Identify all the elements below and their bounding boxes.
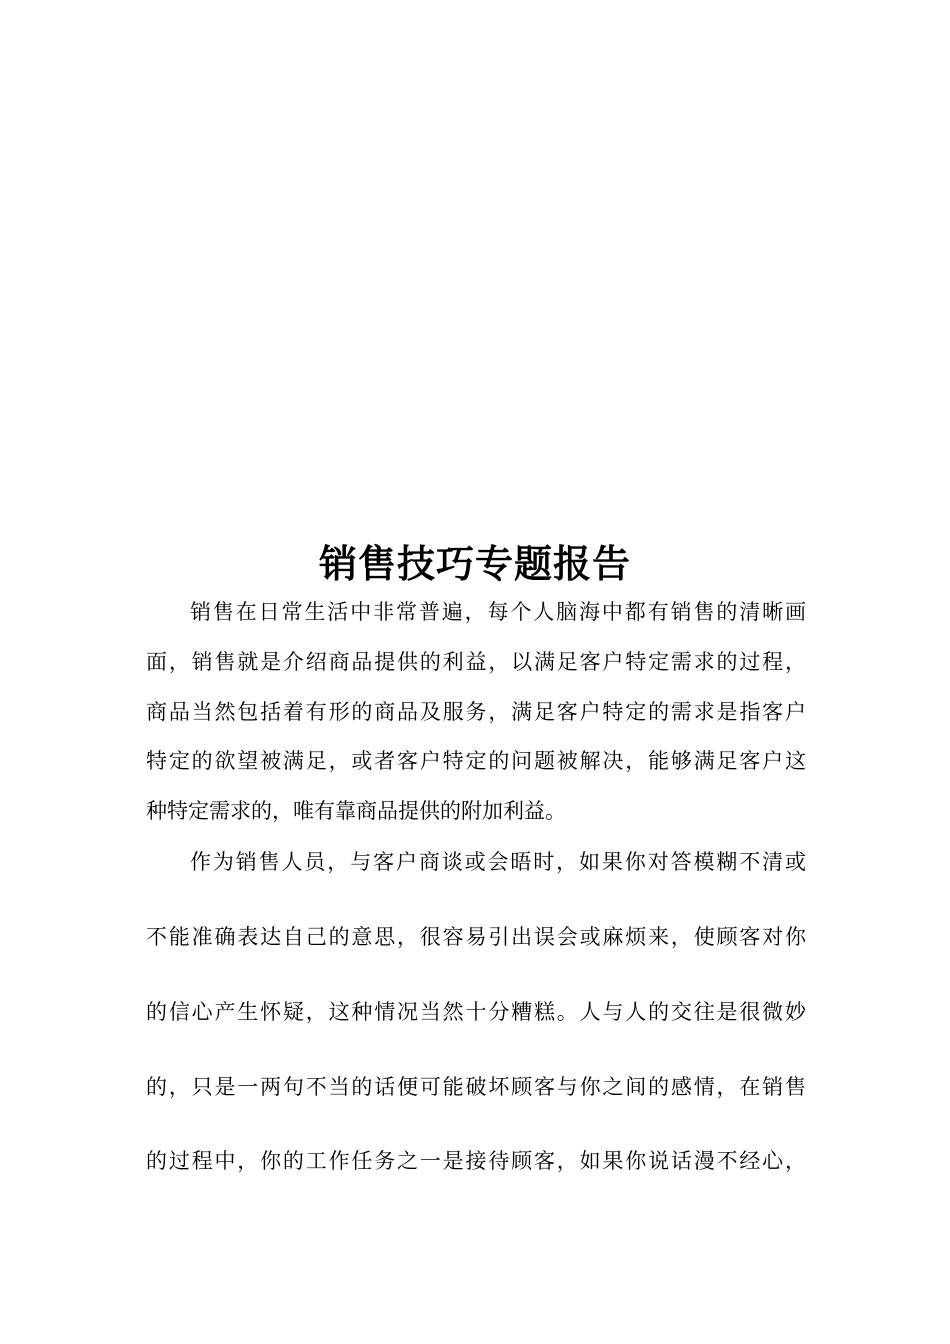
paragraph-1-line-3: 商品当然包括着有形的商品及服务，满足客户特定的需求是指客户 — [146, 700, 806, 724]
document-title: 销售技巧专题报告 — [318, 542, 631, 586]
paragraph-1-line-5: 种特定需求的，唯有靠商品提供的附加利益。 — [146, 799, 566, 823]
paragraph-2-line-1: 作为销售人员，与客户商谈或会晤时，如果你对答模糊不清或 — [190, 850, 806, 874]
paragraph-1-line-1: 销售在日常生活中非常普遍，每个人脑海中都有销售的清晰画 — [190, 600, 806, 624]
paragraph-1-line-2: 面，销售就是介绍商品提供的利益，以满足客户特定需求的过程， — [146, 650, 806, 674]
paragraph-2-line-4: 的，只是一两句不当的话便可能破坏顾客与你之间的感情，在销售 — [146, 1075, 806, 1099]
paragraph-2-line-5: 的过程中，你的工作任务之一是接待顾客，如果你说话漫不经心， — [146, 1149, 806, 1173]
paragraph-2-line-3: 的信心产生怀疑，这种情况当然十分糟糕。人与人的交往是很微妙 — [146, 1000, 806, 1024]
paragraph-2-line-2: 不能准确表达自己的意思，很容易引出误会或麻烦来，使顾客对你 — [146, 925, 806, 949]
paragraph-1-line-4: 特定的欲望被满足，或者客户特定的问题被解决，能够满足客户这 — [146, 749, 806, 773]
